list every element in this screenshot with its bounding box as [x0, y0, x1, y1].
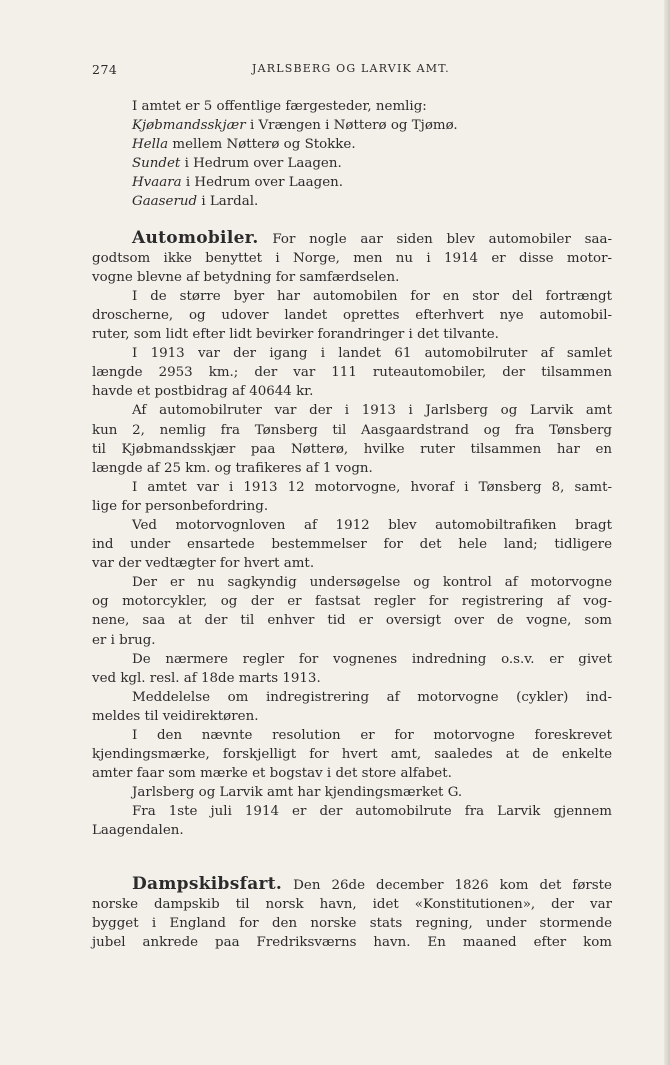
automobiler-paragraphs — [92, 249, 612, 841]
text-line: amter faar som mærke et bogstav i det store alfabet. — [92, 766, 452, 782]
page-body — [92, 97, 612, 952]
automobiler-first-line — [92, 229, 612, 249]
ferry-list — [92, 116, 612, 211]
ferry-item — [92, 173, 612, 192]
ferry-name: Hvaara — [132, 175, 182, 191]
automobiler-heading: Automobiler. — [132, 227, 259, 248]
text-line: og motorcykler, og der er fastsat regler for registrering af vog- — [92, 594, 612, 610]
ferry-name: Sundet — [132, 156, 181, 172]
text-line: kjendingsmærke, forskjelligt for hvert amt, saaledes at de enkelte — [92, 747, 612, 763]
ferry-desc: i Vrængen i Nøtterø og Tjømø. — [249, 118, 458, 134]
ferry-name: Hella — [132, 137, 169, 153]
dampskibsfart-heading: Dampskibsfart. — [132, 873, 283, 894]
ferry-desc: mellem Nøtterø og Stokke. — [172, 137, 356, 153]
dampskibsfart-paragraph — [92, 895, 612, 952]
text-line: I de større byer har automobilen for en stor del fortrængt — [132, 288, 612, 304]
text-line: til Kjøbmandsskjær paa Nøtterø, hvilke ruter tilsammen har en — [92, 441, 612, 457]
text-line: I den nævnte resolution er for motorvogne foreskrevet — [132, 728, 612, 743]
ferry-item — [92, 135, 612, 154]
text-line: De nærmere regler for vognenes indredning o.s.v. er givet — [132, 651, 612, 667]
text-line: I 1913 var der igang i landet 61 automobilruter af samlet — [132, 346, 612, 362]
text-line: ved kgl. resl. af 18de marts 1913. — [92, 670, 321, 686]
text-line: længde af 25 km. og trafikeres af 1 vogn. — [92, 460, 373, 476]
text-line: Laagendalen. — [92, 823, 184, 839]
page-number: 274 — [92, 62, 118, 77]
text-line: lige for personbefordring. — [92, 498, 269, 514]
text-line: Der er nu sagkyndig undersøgelse og kontrol af motorvogne — [132, 575, 612, 591]
ferry-intro: I amtet er 5 offentlige færgesteder, nemlig: — [132, 99, 427, 114]
text-line: længde 2953 km.; der var 111 ruteautomobiler, der tilsammen — [92, 365, 612, 381]
text-line: nene, saa at der til enhver tid er oversigt over de vogne, som — [92, 613, 612, 629]
page-edge — [664, 0, 670, 1065]
text-line: Meddelelse om indregistrering af motorvogne (cykler) ind- — [132, 689, 612, 705]
dampskibsfart-first-line — [92, 875, 612, 895]
text-line: meldes til veidirektøren. — [92, 708, 259, 724]
automobiler-first-text: For nogle aar siden blev automobiler saa- — [272, 231, 612, 247]
text-line: er i brug. — [92, 632, 156, 648]
text-line: bygget i England for den norske stats regning, under stormende — [92, 915, 612, 931]
dampskibsfart-section — [92, 875, 612, 952]
running-title: JARLSBERG OG LARVIK AMT. — [252, 62, 450, 75]
ferry-desc: i Lardal. — [201, 194, 259, 210]
text-line: ruter, som lidt efter lidt bevirker forandringer i det tilvante. — [92, 327, 499, 343]
text-line: godtsom ikke benyttet i Norge, men nu i 1914 er disse motor- — [92, 250, 612, 266]
ferry-desc: i Hedrum over Laagen. — [185, 175, 343, 191]
text-line: Jarlsberg og Larvik amt har kjendingsmærket G. — [132, 785, 463, 801]
text-line: jubel ankrede paa Fredriksværns havn. En maaned efter kom — [92, 934, 612, 950]
text-line: I amtet var i 1913 12 motorvogne, hvoraf i Tønsberg 8, samt- — [132, 479, 612, 495]
ferry-item — [92, 154, 612, 173]
text-line: vogne blevne af betydning for samfærdselen. — [92, 269, 400, 285]
text-line: ind under ensartede bestemmelser for det hele land; tidligere — [92, 537, 612, 553]
text-line: kun 2, nemlig fra Tønsberg til Aasgaardstrand og fra Tønsberg — [92, 422, 612, 438]
page-header — [92, 62, 612, 82]
ferry-name: Gaaserud — [132, 194, 198, 210]
ferry-section — [92, 97, 612, 212]
ferry-item — [92, 116, 612, 135]
text-line: norske dampskib til norsk havn, idet «Konstitutionen», der var — [92, 896, 612, 912]
text-line: Af automobilruter var der i 1913 i Jarlsberg og Larvik amt — [132, 403, 612, 419]
text-line: var der vedtægter for hvert amt. — [92, 556, 315, 572]
text-line: droscherne, og udover landet oprettes efterhvert nye automobil- — [92, 307, 612, 323]
text-line: havde et postbidrag af 40644 kr. — [92, 384, 314, 400]
ferry-item — [92, 192, 612, 211]
text-line: Fra 1ste juli 1914 er der automobilrute fra Larvik gjennem — [132, 804, 612, 820]
ferry-name: Kjøbmandsskjær — [132, 118, 246, 134]
text-line: Ved motorvognloven af 1912 blev automobiltrafiken bragt — [132, 517, 612, 533]
dampskibsfart-first-text: Den 26de december 1826 kom det første — [293, 877, 612, 893]
ferry-desc: i Hedrum over Laagen. — [184, 156, 342, 172]
automobiler-section — [92, 229, 612, 841]
